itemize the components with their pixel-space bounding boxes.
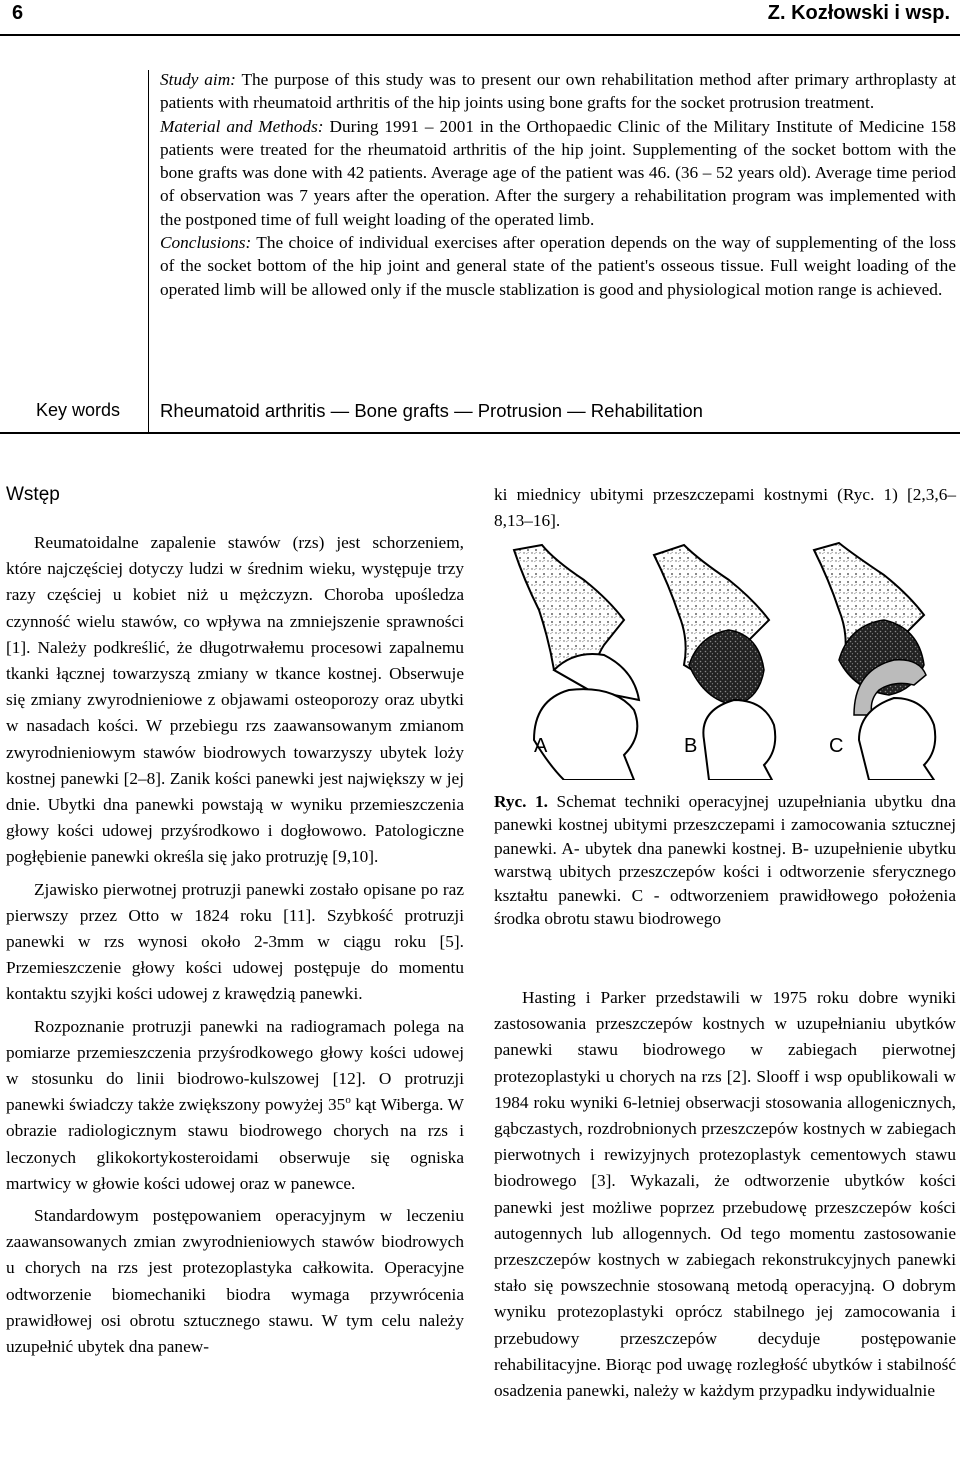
figure-label-c: C (829, 735, 844, 757)
methods-label: Material and Methods: (160, 116, 324, 136)
conclusions-label: Conclusions: (160, 233, 252, 253)
caption-label: Ryc. 1. (494, 792, 548, 811)
section-heading: Wstęp (6, 484, 60, 505)
abstract-divider (148, 70, 149, 432)
paragraph: Zjawisko pierwotnej protruzji panewki zostało opisane po raz pierwszy przez Otto w 1824 roku [11]. Szybkość protruzji panewki w rzs wynosi około 2-3mm w ciągu roku [5]. Przemieszczenie głowy kości udowej postępuje do momentu kontaktu szyjki kości udowej z krawędzią panewki. (6, 879, 464, 1004)
methods-text: During 1991 – 2001 in the Orthopaedic Clinic of the Military Institute of Medicine 158 patients were treated for the rheumatoid arthritis of the hip joint. Supplementing of the socket bottom with the bone grafts was done with 42 patients. Average age of the patient was 46. (36 – 52 years old). Average time period of observation was 7 years after the operation. After the surgery a rehabilitation program was implemented with the postponed time of full weight loading of the operated limb. (160, 116, 957, 229)
caption-text: Schemat techniki operacyjnej uzupełniania ubytku dna panewki kostnej ubitymi przeszczepami i zamocowania sztucznej panewki. A- ubytek dna panewki kostnej. B- uzupełnienie ubytku warstwą ubitych przeszczepów kości i odtworzenie sferycznego kształtu panewki. C - odtworzeniem prawidłowego położenia środka obrotu stawu biodrowego (494, 792, 956, 929)
abstract-conclusions (160, 231, 956, 301)
panel-b-drawing (654, 545, 775, 780)
keywords-rule (0, 432, 960, 434)
figure-label-b: B (684, 735, 698, 757)
paragraph: Standardowym postępowaniem operacyjnym w leczeniu zaawansowanych zmian zwyrodnieniowych stawów biodrowych u chorych na rzs jest protezoplastyka całkowita. Operacyjne odtworzenie biomechaniki biodra wymaga przywrócenia prawidłowej osi obrotu sztucznego stawu. W tym celu należy uzupełnić ubytek dna panew- (6, 1206, 464, 1357)
figure-caption (494, 790, 956, 930)
figure-hip-diagram (494, 540, 956, 780)
abstract-methods (160, 115, 956, 231)
right-column-top (494, 482, 956, 534)
page-number: 6 (12, 2, 24, 24)
conclusions-text: The choice of individual exercises after operation depends on the way of supplementing of the loss of the socket bottom of the hip joint and general state of the patient's osseous tissue. Full weight loading of the operated limb will be allowed only if the muscle stablization is good and physiological motion range is achieved. (160, 233, 956, 299)
panel-a-drawing (514, 545, 639, 780)
abstract (160, 68, 956, 301)
page-header (0, 0, 960, 38)
paragraph: Rozpoznanie protruzji panewki na radiogramach polega na pomiarze przemieszczenia przyśrodkowego głowy kości udowej w stosunku do linii biodrowo-kulszowej [12]. O protruzji panewki świadczy także zwiększony powyżej 35$^o$ kąt Wiberga. W obrazie radiologicznym stawu biodrowego chorych na rzs i leczonych glikokortykosteroidami obserwuje się ogniska martwicy w głowie kości udowej oraz w panewce. (6, 1016, 464, 1193)
paragraph: ki miednicy ubitymi przeszczepami kostnymi (Ryc. 1) [2,3,6–8,13–16]. (494, 485, 956, 531)
left-column (6, 530, 464, 1366)
right-column (494, 985, 956, 1404)
paragraph: Reumatoidalne zapalenie stawów (rzs) jest schorzeniem, które najczęściej dotyczy ludzi w średnim wieku, występuje trzy razy częściej u kobiet niż u mężczyzn. Choroba upośledza czynność wielu stawów, co wpływa na zmniejszenie sprawności [1]. Należy podkreślić, że długotrwałemu procesowi zapalnemu tkanki łącznej towarzyszą zmiany w tkance kostnej. Obserwuje się zmiany zwyrodnieniowe z objawami osteoporozy oraz ubytki w nasadach kości. W przebiegu rzs zaawansowanym zmianom zwyrodnieniowym stawów biodrowych towarzyszy ubytek loży kostnej panewki [2–8]. Zanik kości panewki jest największy w jej dnie. Ubytki dna panewki powstają w wyniku przemieszczenia głowy kości udowej przyśrodkowo i dogłowowo. Patologiczne pogłębienie panewki określa się jako protruzję [9,10]. (6, 533, 464, 867)
figure-label-a: A (534, 735, 548, 757)
running-title: Z. Kozłowski i wsp. (767, 2, 950, 24)
aim-label: Study aim: (160, 70, 236, 89)
header-rule (0, 34, 960, 36)
keywords-text: Rheumatoid arthritis — Bone grafts — Protrusion — Rehabilitation (160, 400, 703, 421)
abstract-aim (160, 68, 956, 115)
keywords-label: Key words (36, 400, 121, 420)
paragraph: Hasting i Parker przedstawili w 1975 roku dobre wyniki zastosowania przeszczepów kostnych w uzupełnianiu ubytków panewki stawu biodrowego w zabiegach pierwotnej protezoplastyki u chorych na rzs [2]. Slooff i wsp opublikowali w 1984 roku wyniki 6-letniej obserwacji stosowania allogenicznych, gąbczastych, rozdrobnionych przeszczepów kostnych w zabiegach pierwotnych i rewizyjnych protezoplastyk cementowych stawu biodrowego [3]. Wykazali, że odtworzenie ubytków kości panewki jest możliwe poprzez przebudowę przeszczepów kości autogennych lub allogennych. Od tego momentu zastosowanie przeszczepów kostnych w zabiegach rekonstrukcyjnych panewki stało się powszechnie stosowaną metodą operacyjną. O dobrym wyniku protezoplastyki oprócz stabilnego jej zamocowania i przebudowy przeszczepów decyduje postępowanie rehabilitacyjne. Biorąc pod uwagę rozległość ubytków i stabilność osadzenia panewki, należy w każdym przypadku indywidualnie (494, 988, 956, 1401)
aim-text: The purpose of this study was to present our own rehabilitation method after primary arthroplasty at patients with rheumatoid arthritis of the hip joints using bone grafts for the socket protrusion treatment. (160, 70, 957, 113)
